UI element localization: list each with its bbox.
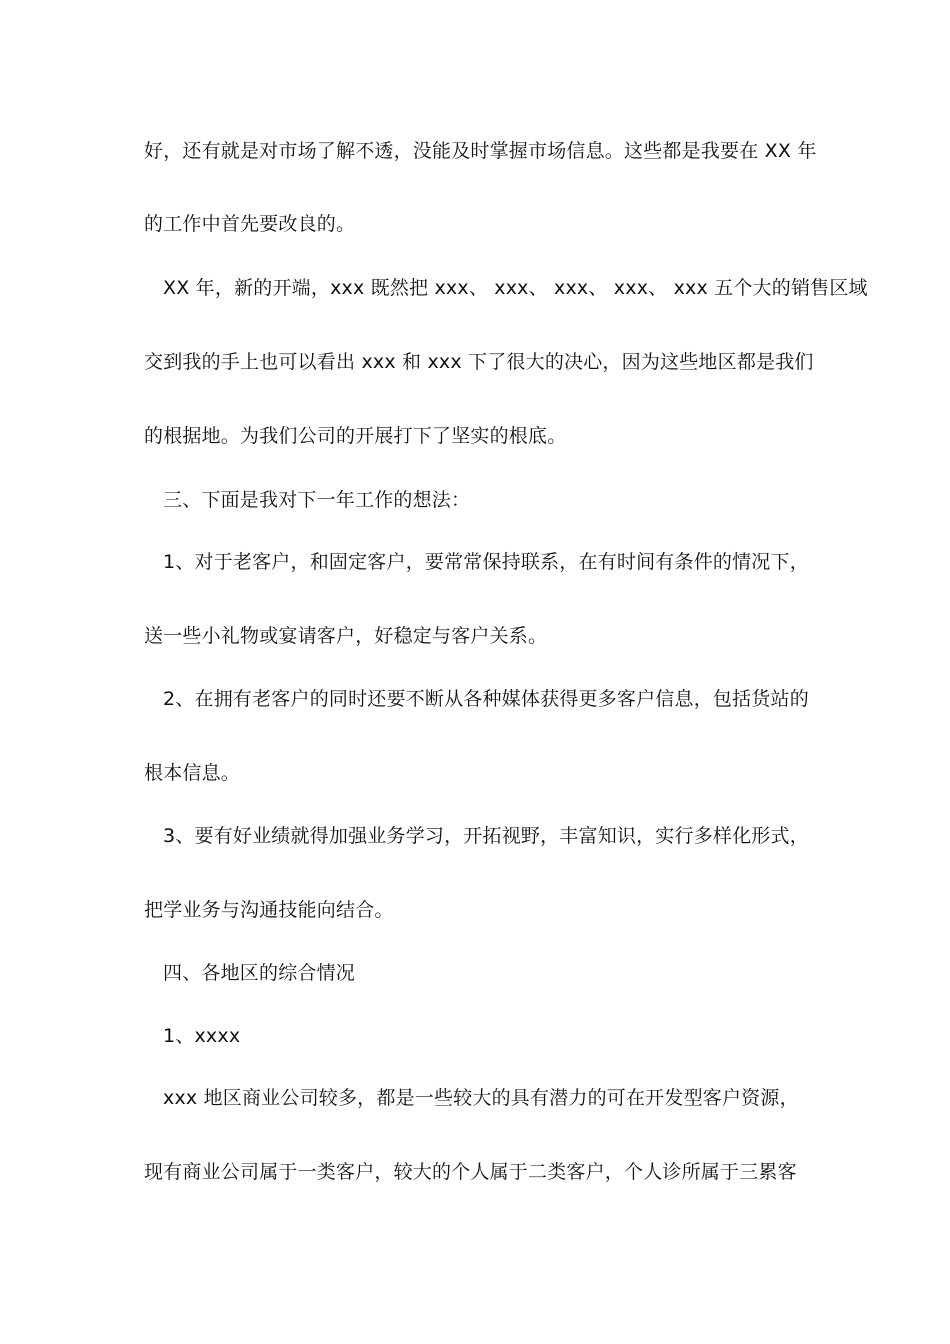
paragraph-line: 现有商业公司属于一类客户，较大的个人属于二类客户，个人诊所属于三累客 (144, 1161, 797, 1183)
paragraph-line: 好，还有就是对市场了解不透，没能及时掌握市场信息。这些都是我要在 XX 年 (144, 140, 817, 162)
section-heading: 四、各地区的综合情况 (163, 962, 356, 984)
paragraph-line: 的根据地。为我们公司的开展打下了坚实的根底。 (144, 425, 567, 447)
section-heading: 三、下面是我对下一年工作的想法： (163, 489, 471, 511)
sub-heading: 1、xxxx (163, 1025, 241, 1047)
list-item-line: 送一些小礼物或宴请客户，好稳定与客户关系。 (144, 625, 548, 647)
paragraph-line: 的工作中首先要改良的。 (144, 213, 356, 235)
list-item-line: 3、要有好业绩就得加强业务学习，开拓视野，丰富知识，实行多样化形式， (163, 825, 809, 847)
paragraph-line: xxx 地区商业公司较多，都是一些较大的具有潜力的可在开发型客户资源， (163, 1087, 799, 1109)
list-item-line: 根本信息。 (144, 762, 241, 784)
list-item-line: 1、对于老客户，和固定客户，要常常保持联系，在有时间有条件的情况下， (163, 551, 809, 573)
paragraph-line: 交到我的手上也可以看出 xxx 和 xxx 下了很大的决心，因为这些地区都是我们 (144, 351, 814, 373)
list-item-line: 把学业务与沟通技能向结合。 (144, 899, 394, 921)
paragraph-line: XX 年，新的开端，xxx 既然把 xxx、 xxx、 xxx、 xxx、 xxx 五个大的销售区域 (163, 277, 868, 299)
list-item-line: 2、在拥有老客户的同时还要不断从各种媒体获得更多客户信息，包括货站的 (163, 688, 809, 710)
